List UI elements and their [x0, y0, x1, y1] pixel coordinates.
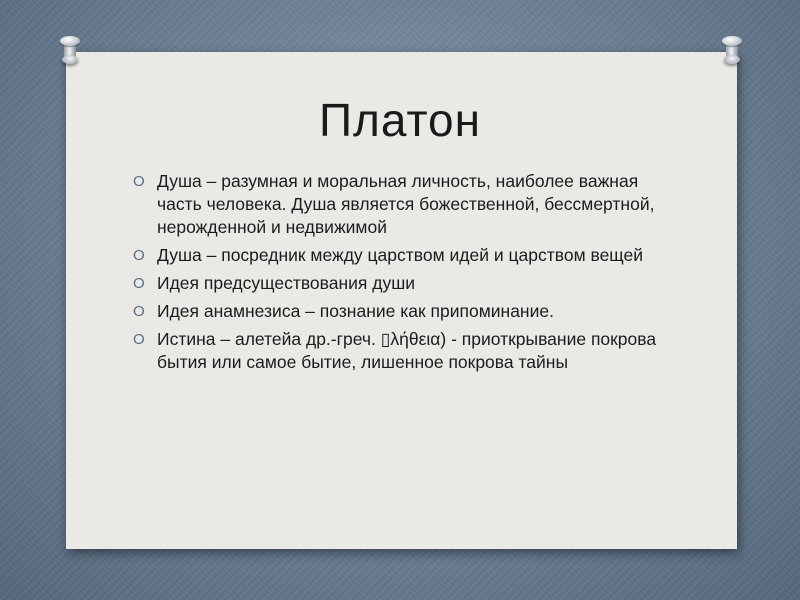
pushpin-icon: [60, 36, 80, 66]
bullet-text: Идея предсуществования души: [157, 273, 416, 293]
bullet-list: [133, 170, 673, 379]
list-item: [133, 170, 673, 239]
bullet-text: Идея анамнезиса – познание как припоминание.: [157, 301, 554, 321]
list-item: [133, 300, 673, 323]
bullet-text: Душа – посредник между царством идей и царством вещей: [157, 245, 644, 265]
list-item: [133, 244, 673, 267]
bullet-text: Истина – алетейа др.-греч. ▯λήθεια) - приоткрывание покрова бытия или самое бытие, лишенное покрова тайны: [157, 329, 657, 372]
list-item: [133, 328, 673, 374]
bullet-circle-icon: O: [133, 331, 145, 348]
bullet-circle-icon: O: [133, 247, 145, 264]
list-item: [133, 272, 673, 295]
bullet-circle-icon: O: [133, 275, 145, 292]
slide-title: Платон: [318, 94, 481, 146]
bullet-circle-icon: O: [133, 173, 145, 190]
bullet-circle-icon: O: [133, 303, 145, 320]
pushpin-icon: [722, 36, 742, 66]
bullet-text: Душа – разумная и моральная личность, наиболее важная часть человека. Душа является божественной, бессмертной, нерожденной и недвижимой: [157, 171, 655, 237]
